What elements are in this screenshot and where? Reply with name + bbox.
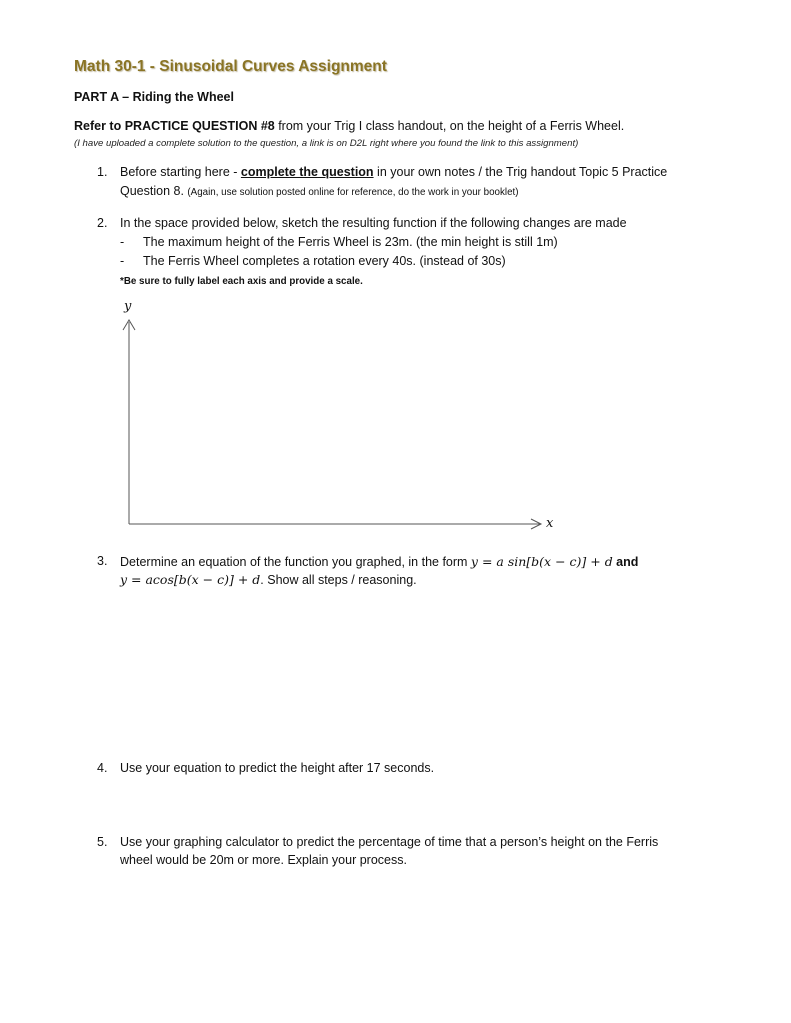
q2-bullet-dash: -	[120, 254, 125, 268]
q1-line2	[120, 184, 519, 198]
q1-post: in your own notes / the Trig handout Topic 5 Practice	[373, 165, 668, 179]
q2-bullet-max-height: The maximum height of the Ferris Wheel is 23m. (the min height is still 1m)	[143, 235, 558, 249]
assignment-title: Math 30-1 - Sinusoidal Curves Assignment	[74, 58, 387, 75]
refer-bold: Refer to PRACTICE QUESTION #8	[74, 119, 275, 133]
q5-number: 5.	[97, 835, 108, 849]
q1-line2-small: (Again, use solution posted online for reference, do the work in your booklet)	[187, 187, 519, 198]
q2-text: In the space provided below, sketch the resulting function if the following changes are made	[120, 216, 627, 230]
q4-number: 4.	[97, 761, 108, 775]
x-axis-label: x	[546, 516, 554, 531]
y-axis-label: y	[124, 299, 132, 314]
q3-line1	[120, 554, 638, 569]
refer-line	[74, 119, 624, 133]
q3-number: 3.	[97, 554, 108, 568]
q3-equation-sine: y = a sin[b(x − c)] + d	[470, 554, 613, 569]
q1-line1	[120, 165, 667, 179]
q3-post: . Show all steps / reasoning.	[260, 573, 417, 587]
q5-line1: Use your graphing calculator to predict the percentage of time that a person’s height on the Ferris	[120, 835, 659, 849]
refer-rest: from your Trig I class handout, on the height of a Ferris Wheel.	[274, 119, 625, 133]
part-a-heading: PART A – Riding the Wheel	[74, 90, 234, 104]
q3-line2	[120, 572, 417, 587]
q1-number: 1.	[97, 165, 108, 179]
solution-note: (I have uploaded a complete solution to the question, a link is on D2L right where you found the link to this assignment)	[74, 138, 579, 149]
q2-instruction: *Be sure to fully label each axis and provide a scale.	[120, 276, 363, 287]
q2-bullet-dash: -	[120, 235, 125, 249]
blank-axes	[110, 298, 560, 534]
q3-and: and	[612, 555, 639, 569]
q3-equation-cosine: y = acos[b(x − c)] + d	[120, 572, 261, 587]
q1-emph: complete the question	[240, 165, 374, 179]
q4-text: Use your equation to predict the height after 17 seconds.	[120, 761, 435, 775]
q1-pre: Before starting here -	[120, 165, 241, 179]
q3-pre: Determine an equation of the function you graphed, in the form	[120, 555, 471, 569]
q2-number: 2.	[97, 216, 108, 230]
q2-bullet-rotation: The Ferris Wheel completes a rotation every 40s. (instead of 30s)	[143, 254, 506, 268]
q5-line2: wheel would be 20m or more. Explain your process.	[120, 853, 407, 867]
q1-line2-text: Question 8.	[120, 184, 188, 198]
